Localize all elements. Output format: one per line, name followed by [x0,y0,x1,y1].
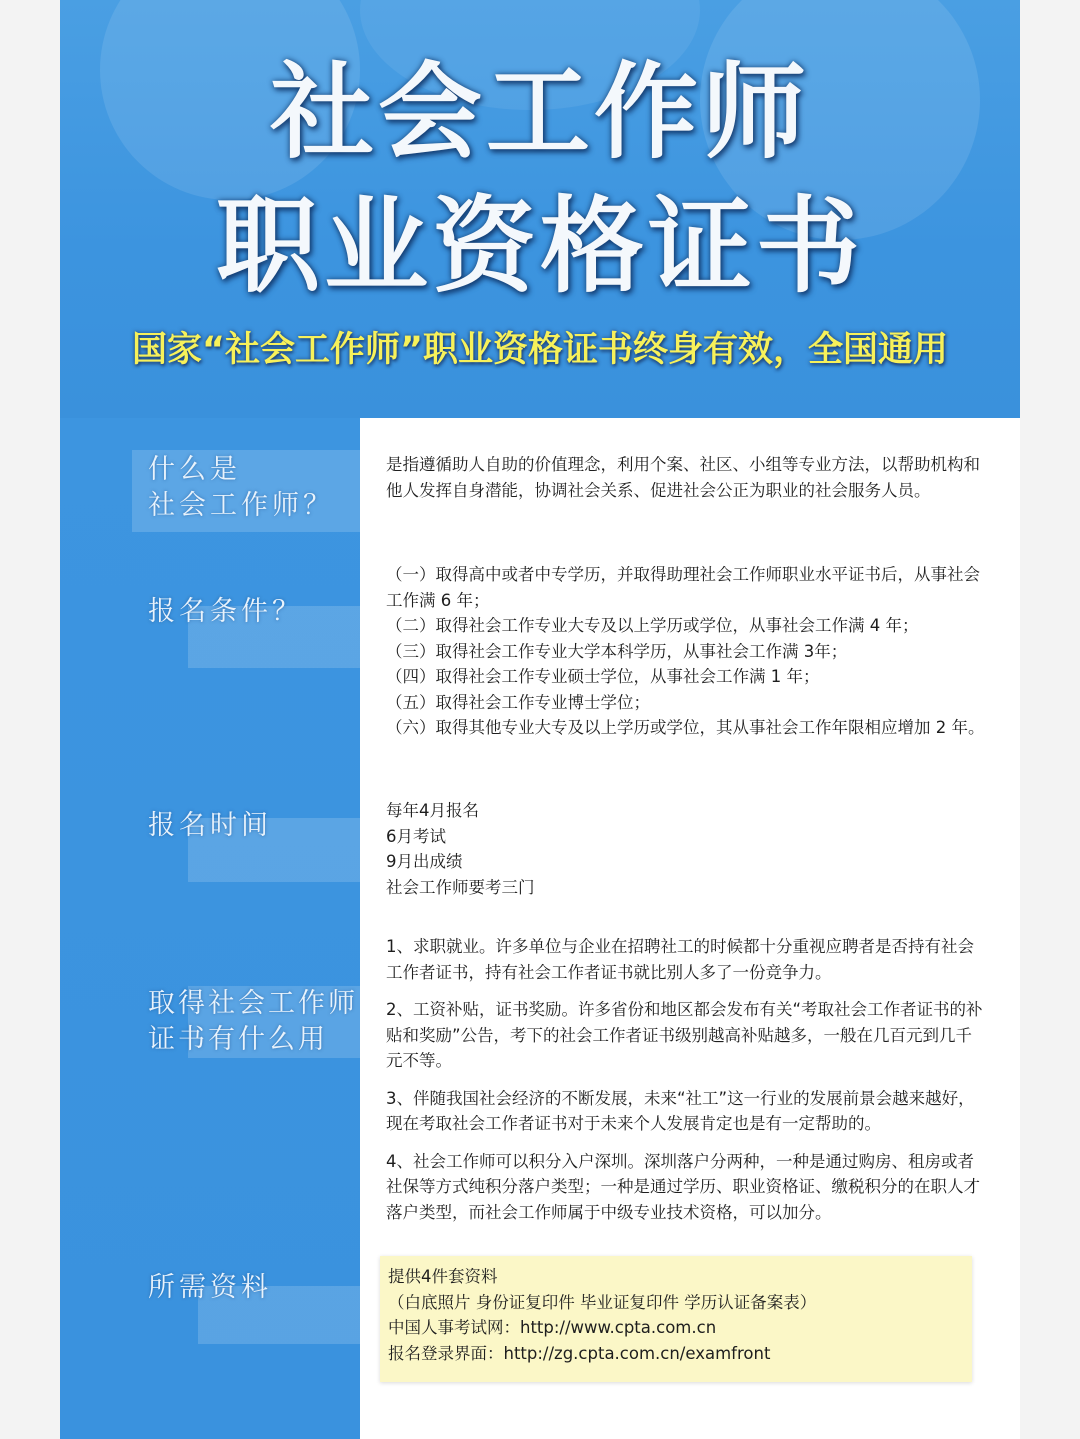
materials-line-1: 提供4件套资料 [388,1267,498,1286]
sidebar [60,418,360,1439]
section-conditions-list [386,562,986,741]
time-line-4: 社会工作师要考三门 [386,877,535,897]
materials-box [380,1256,972,1382]
materials-line-2: （白底照片 身份证复印件 毕业证复印件 学历认证备案表） [388,1292,817,1312]
header-banner [60,0,1020,418]
use-item-2: 2、工资补贴，证书奖励。许多省份和地区都会发布有关“考取社会工作者证书的补贴和奖励”公告，考下的社会工作者证书级别越高补贴越多，一般在几百元到几千元不等。 [386,1000,983,1070]
title-line-2: 职业资格证书 [215,185,864,307]
label-materials: 所需资料 [148,1272,272,1303]
use-item-4: 4、社会工作师可以积分入户深圳。深圳落户分两种，一种是通过购房、租房或者社保等方式纯积分落户类型；一种是通过学历、职业资格证、缴税积分的在职人才落户类型，而社会工作师属于中级专业技术资格，可以加分。 [386,1151,980,1222]
section-time-list [386,798,986,900]
content-panel [360,418,1020,1439]
materials-line-4: 报名登录界面：http://zg.cpta.com.cn/examfront [388,1343,771,1363]
what-paragraph: 是指遵循助人自助的价值理念，利用个案、社区、小组等专业方法，以帮助机构和他人发挥自身潜能，协调社会关系、促进社会公正为职业的社会服务人员。 [386,455,980,500]
time-line-3: 9月出成绩 [386,852,463,871]
label-use-line2: 证书有什么用 [148,1024,328,1055]
section-what-text [386,452,986,503]
use-item-1: 1、求职就业。许多单位与企业在招聘社工的时候都十分重视应聘者是否持有社会工作者证书，持有社会工作者证书就比别人多了一份竞争力。 [386,937,974,982]
condition-item-3: （三）取得社会工作专业大学本科学历，从事社会工作满 3年； [386,641,848,661]
condition-item-2: （二）取得社会工作专业大专及以上学历或学位，从事社会工作满 4 年； [386,616,919,635]
label-use-line1: 取得社会工作师 [148,988,358,1019]
subtitle: 国家“社会工作师”职业资格证书终身有效，全国通用 [131,330,948,370]
condition-item-1: （一）取得高中或者中专学历，并取得助理社会工作师职业水平证书后，从事社会工作满 6 年； [386,565,980,610]
section-materials-list [388,1264,968,1366]
title-line-1: 社会工作师 [269,51,810,173]
condition-item-5: （五）取得社会工作专业博士学位； [386,692,650,712]
time-line-2: 6月考试 [386,826,446,846]
label-time: 报名时间 [148,810,272,841]
materials-line-3: 中国人事考试网：http://www.cpta.com.cn [388,1318,717,1337]
label-conditions: 报名条件？ [148,596,303,627]
label-what-line2: 社会工作师？ [148,490,334,521]
label-what-line1: 什么是 [148,454,241,485]
use-item-3: 3、伴随我国社会经济的不断发展，未来“社工”这一行业的发展前景会越来越好，现在考取社会工作者证书对于未来个人发展肯定也是有一定帮助的。 [386,1088,975,1133]
condition-item-6: （六）取得其他专业大专及以上学历或学位，其从事社会工作年限相应增加 2 年。 [386,718,985,737]
condition-item-4: （四）取得社会工作专业硕士学位，从事社会工作满 1 年； [386,667,820,686]
time-line-1: 每年4月报名 [386,801,479,820]
section-use-list [386,934,986,1237]
poster [60,0,1020,1439]
